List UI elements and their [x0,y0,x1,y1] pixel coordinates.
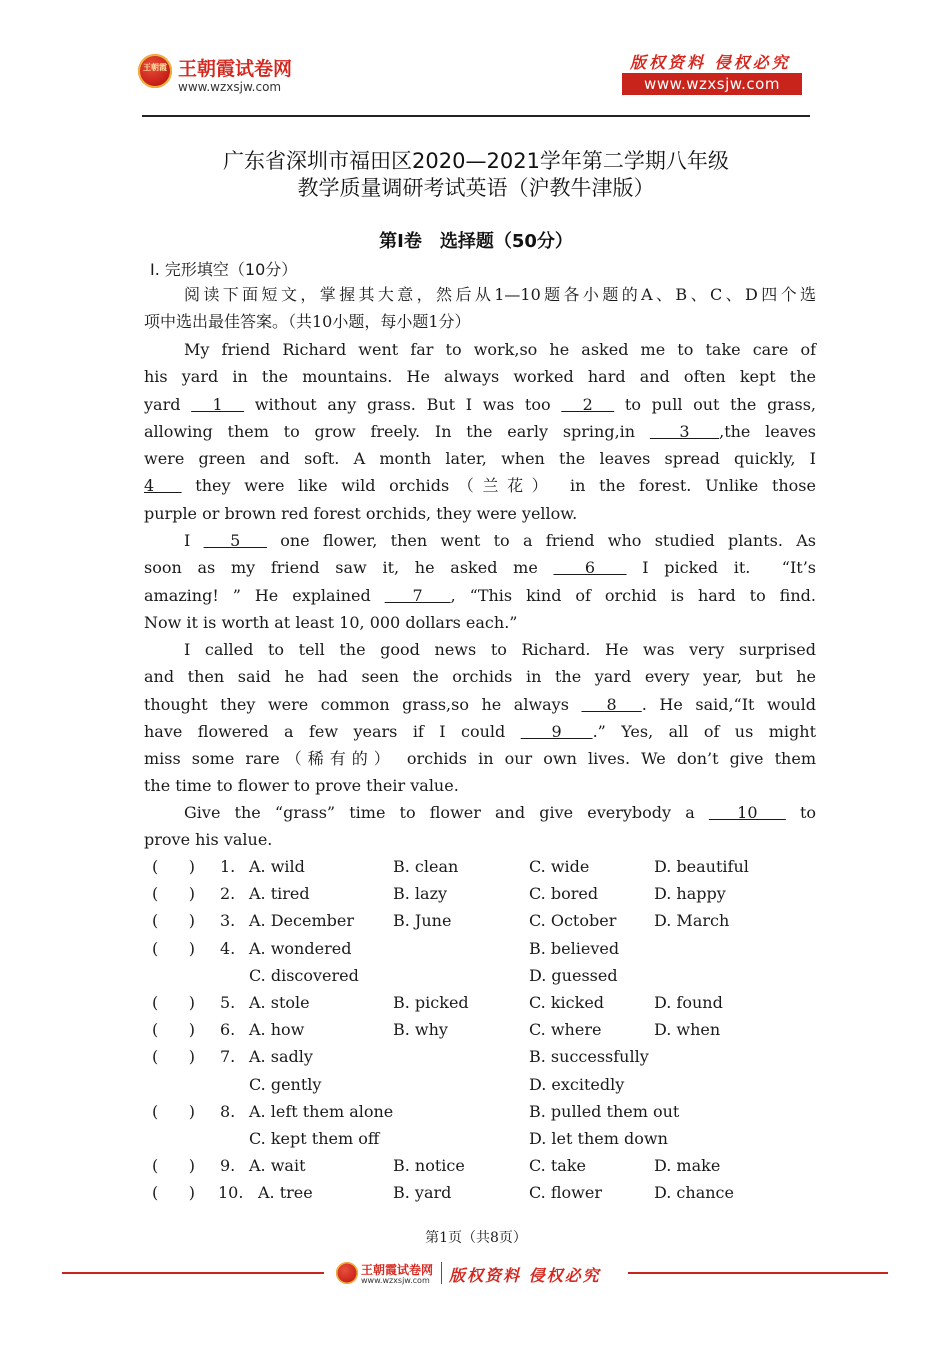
option-d: D. March [654,911,730,931]
option-b: B. pulled them out [529,1101,680,1121]
passage-line: Now it is worth at least 10, 000 dollars each.” [144,612,518,632]
option-d: D. guessed [529,965,618,985]
logo-badge-text: 王朝霞 [143,63,167,72]
cloze-blank: 4 [144,476,182,496]
answer-bracket: ( ) [152,857,195,876]
instruction-line: 项中选出最佳答案。（共10小题，每小题1分） [144,312,471,331]
footer-logo-icon [336,1262,358,1284]
option-a: A. wondered [249,938,352,958]
cloze-blank: 5 [203,531,267,550]
section-heading: 第Ⅰ卷 选择题（50分） [379,231,573,252]
footer-rule-right [628,1272,888,1274]
passage-line: yard 1 without any grass. But I was too 2 to pull out the grass, [144,394,817,414]
instruction-line: 阅读下面短文，掌握其大意，然后从1—10题各小题的A、B、C、D四个选 [184,285,816,304]
option-b: B. successfully [529,1047,649,1067]
option-a: A. tree [258,1183,313,1203]
option-a: A. tired [249,884,310,904]
question-number: 10. [218,1183,244,1203]
cloze-blank: 3 [649,421,720,441]
option-d: D. beautiful [654,857,749,876]
passage-line: I called to tell the good news to Richard. He was very surprised [184,640,816,659]
question-number: 7. [220,1047,236,1067]
question-number: 6. [220,1020,236,1040]
cloze-blank: 7 [384,585,451,605]
answer-bracket: ( ) [152,1156,195,1176]
logo-name: 王朝霞试卷网 [178,58,293,80]
answer-bracket: ( ) [152,1101,195,1121]
answer-bracket: ( ) [152,1020,195,1040]
cloze-blank: 2 [561,394,615,414]
passage-line: My friend Richard went far to work,so he asked me to take care of [184,340,816,359]
header-divider [142,115,810,117]
option-a: A. wild [249,857,305,876]
question-number: 9. [220,1156,236,1176]
exam-title-line1: 广东省深圳市福田区2020—2021学年第二学期八年级 [223,149,729,173]
option-a: A. how [249,1020,305,1040]
answer-bracket: ( ) [152,884,195,904]
passage-line: prove his value. [144,830,273,850]
passage-line: Give the “grass” time to flower and give everybody a 10 to [184,803,817,822]
passage-line: have flowered a few years if I could 9 .” Yes, all of us might [144,721,816,741]
option-c: C. discovered [249,965,359,985]
cloze-blank: 9 [520,721,593,741]
option-b: B. clean [393,857,459,876]
passage-line: his yard in the mountains. He always worked hard and often kept the [144,367,816,387]
cloze-blank: 10 [708,803,786,822]
option-c: C. kept them off [249,1129,380,1148]
passage-line: and then said he had seen the orchids in the yard every year, but he [144,667,816,687]
page-number: 第1页（共8页） [425,1230,527,1246]
option-c: C. bored [529,884,599,904]
option-a: A. sadly [249,1047,313,1067]
option-b: B. why [393,1020,448,1040]
option-d: D. let them down [529,1129,668,1148]
option-d: D. excitedly [529,1074,625,1094]
option-d: D. when [654,1020,721,1040]
answer-bracket: ( ) [152,938,195,958]
passage-line: allowing them to grow freely. In the early spring,in 3 ,the leaves [144,421,817,441]
passage-line: thought they were common grass,so he always 8 . He said,“It would [144,694,816,714]
site-logo [138,52,338,98]
passage-line: were green and soft. A month later, when the leaves spread quickly, I [144,449,816,468]
footer-rule-left [62,1272,324,1274]
cloze-blank: 6 [553,558,627,578]
option-b: B. picked [393,993,469,1012]
cloze-blank: 1 [191,394,245,414]
option-a: A. December [249,911,354,931]
option-b: B. June [393,911,452,931]
passage-line: soon as my friend saw it, he asked me 6 I picked it. “It’s [144,558,816,578]
footer-separator [441,1262,442,1284]
passage-line: I 5 one flower, then went to a friend who studied plants. As [184,531,816,550]
logo-url: www.wzxsjw.com [178,80,282,94]
answer-bracket: ( ) [152,1047,195,1067]
option-b: B. believed [529,938,620,958]
option-c: C. where [529,1020,602,1040]
cloze-blank: 8 [581,694,642,714]
question-number: 4. [220,938,236,958]
question-number: 8. [220,1101,236,1121]
option-d: D. found [654,993,723,1012]
passage-line: miss some rare（稀有的） orchids in our own lives. We don’t give them [144,749,816,768]
question-number: 2. [220,884,236,904]
answer-bracket: ( ) [152,993,195,1012]
footer-copyright: 版权资料 侵权必究 [449,1266,601,1285]
option-d: D. make [654,1156,721,1176]
passage-line: the time to flower to prove their value. [144,776,459,796]
option-c: C. kicked [529,993,605,1012]
option-d: D. happy [654,884,726,904]
site-url-banner: www.wzxsjw.com [622,73,802,95]
passage-line: amazing! ” He explained 7 , “This kind of orchid is hard to find. [144,585,816,605]
exam-title-line2: 教学质量调研考试英语（沪教牛津版） [297,176,655,200]
answer-bracket: ( ) [152,1183,195,1203]
option-c: C. flower [529,1183,602,1203]
option-b: B. notice [393,1156,465,1176]
copyright-notice: 版权资料 侵权必究 [630,53,791,72]
part-heading: Ⅰ. 完形填空（10分） [150,260,298,279]
option-d: D. chance [654,1183,734,1203]
footer-logo-name: 王朝霞试卷网 [361,1263,434,1277]
option-a: A. left them alone [249,1101,394,1121]
option-c: C. wide [529,857,590,876]
option-a: A. wait [249,1156,306,1176]
question-number: 1. [220,857,236,876]
option-b: B. yard [393,1183,452,1203]
option-b: B. lazy [393,884,448,904]
passage-line: 4 they were like wild orchids（兰花） in the forest. Unlike those [144,476,816,496]
option-c: C. gently [249,1074,322,1094]
question-number: 3. [220,911,236,931]
answer-bracket: ( ) [152,911,195,931]
passage-line: purple or brown red forest orchids, they were yellow. [144,503,578,523]
question-number: 5. [220,993,236,1012]
option-c: C. October [529,911,617,931]
option-a: A. stole [249,993,310,1012]
footer-logo-url: www.wzxsjw.com [361,1276,430,1285]
option-c: C. take [529,1156,586,1176]
